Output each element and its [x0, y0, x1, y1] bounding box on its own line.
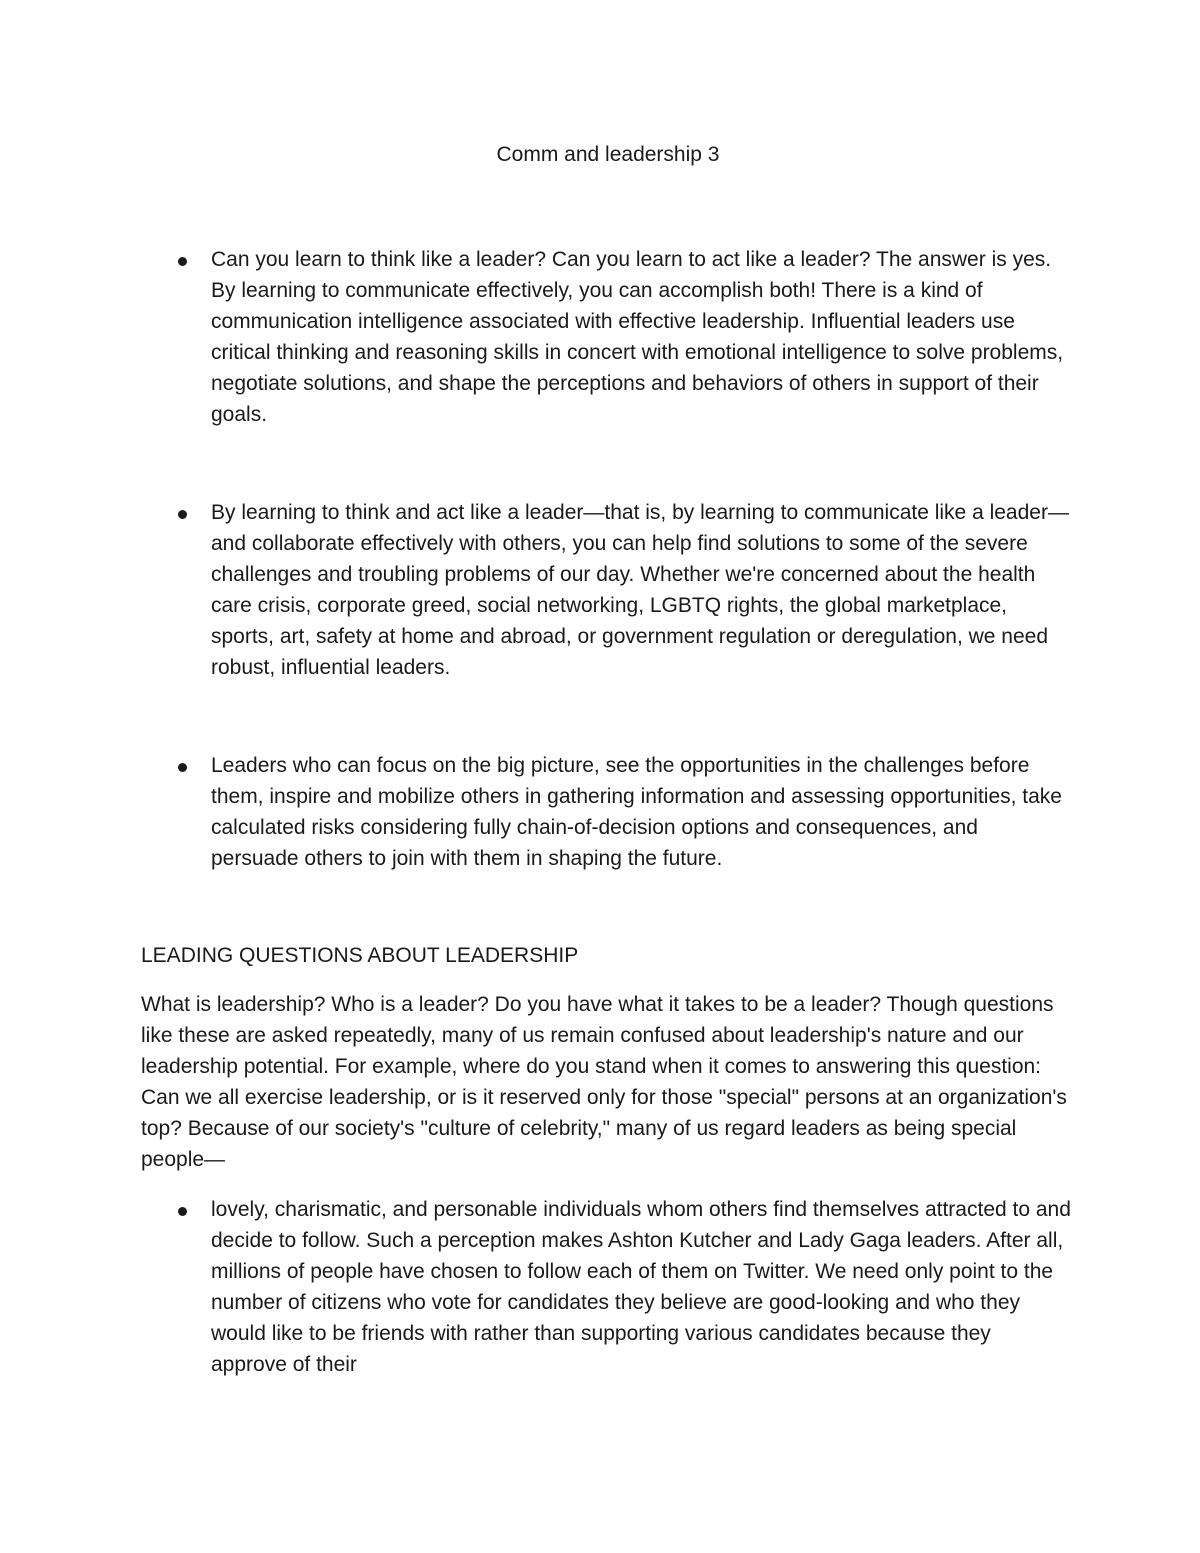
bullet-list — [211, 244, 1071, 430]
document-title: Comm and leadership 3 — [496, 143, 720, 166]
bullet-item — [211, 244, 1071, 430]
bullet-list — [211, 497, 1071, 683]
bullet-list — [211, 750, 1071, 874]
bullet-dot-icon — [178, 1207, 187, 1216]
bullet-text: Leaders who can focus on the big picture, see the opportunities in the challenges before them, inspire and mobilize others in gathering information and assessing opportunities, take calculated risks considering fully chain-of-decision options and consequences, and persuade others to join with them in shaping the future. — [211, 754, 1062, 870]
body-paragraph: What is leadership? Who is a leader? Do you have what it takes to be a leader? Though questions like these are asked repeatedly, many of us remain confused about leadership's nature and our leadership potential. For example, where do you stand when it comes to answering this question: Can we all exercise leadership, or is it reserved only for those "special" persons at an organization's top? Because of our society's "culture of celebrity," many of us regard leaders as being special people— — [141, 993, 1067, 1171]
bullet-item — [211, 497, 1071, 683]
bullet-dot-icon — [178, 510, 187, 519]
bullet-text: lovely, charismatic, and personable individuals whom others find themselves attracted to and decide to follow. Such a perception makes Ashton Kutcher and Lady Gaga leaders. After all, millions of people have chosen to follow each of them on Twitter. We need only point to the number of citizens who vote for candidates they believe are good-looking and who they would like to be friends with rather than supporting various candidates because they approve of their — [211, 1198, 1071, 1376]
bullet-item — [211, 1194, 1071, 1380]
bullet-text: By learning to think and act like a leader—that is, by learning to communicate like a leader—and collaborate effectively with others, you can help find solutions to some of the severe challenges and troubling problems of our day. Whether we're concerned about the health care crisis, corporate greed, social networking, LGBTQ rights, the global marketplace, sports, art, safety at home and abroad, or government regulation or deregulation, we need robust, influential leaders. — [211, 501, 1069, 679]
section-heading: LEADING QUESTIONS ABOUT LEADERSHIP — [141, 944, 579, 967]
bullet-dot-icon — [178, 763, 187, 772]
bullet-text: Can you learn to think like a leader? Can you learn to act like a leader? The answer is yes. By learning to communicate effectively, you can accomplish both! There is a kind of communication intelligence associated with effective leadership. Influential leaders use critical thinking and reasoning skills in concert with emotional intelligence to solve problems, negotiate solutions, and shape the perceptions and behaviors of others in support of their goals. — [211, 248, 1064, 426]
bullet-list — [211, 1194, 1071, 1380]
bullet-dot-icon — [178, 257, 187, 266]
bullet-item — [211, 750, 1071, 874]
